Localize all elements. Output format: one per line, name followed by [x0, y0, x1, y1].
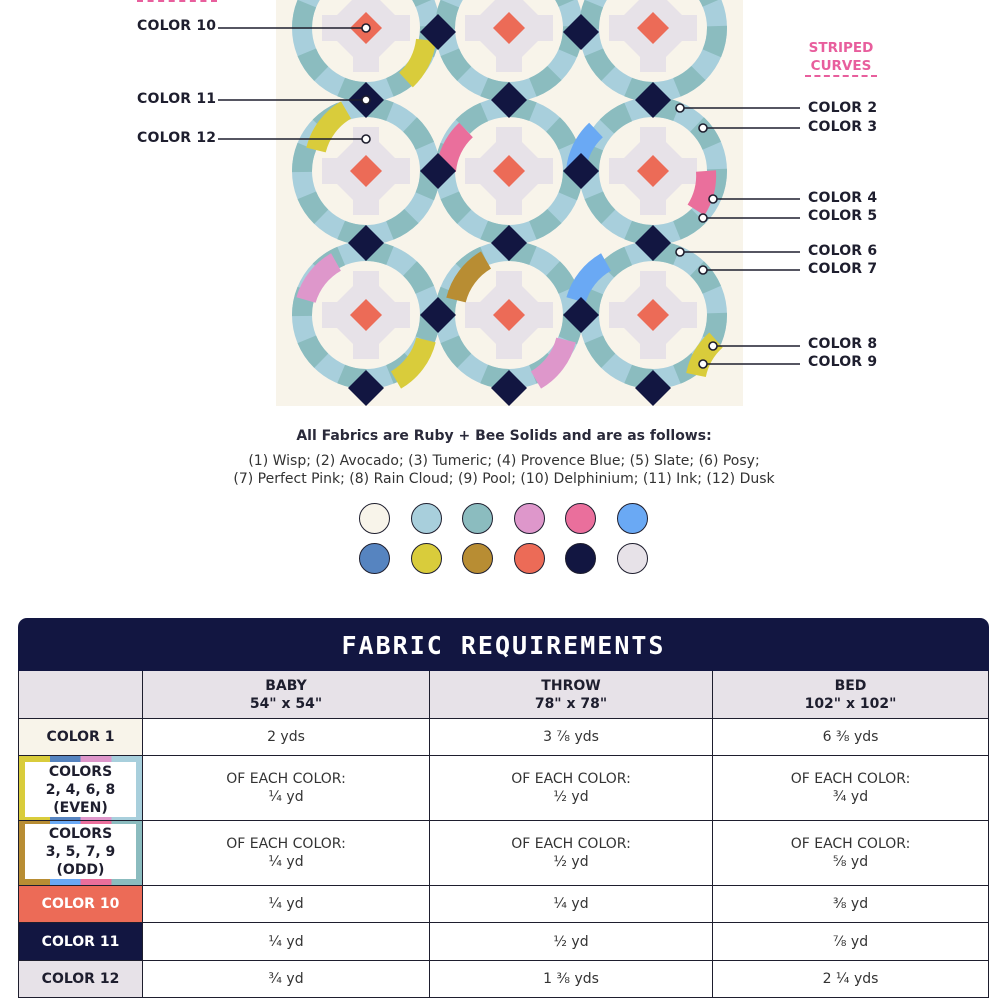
- table-header-throw: [430, 671, 713, 719]
- color-swatch: [617, 503, 648, 534]
- color-swatch: [565, 543, 596, 574]
- row-label-line: (EVEN): [53, 799, 108, 816]
- table-title: FABRIC REQUIREMENTS: [18, 618, 989, 671]
- column-name: THROW: [541, 677, 601, 694]
- row-label-color-12: COLOR 12: [18, 961, 143, 998]
- row-label-colors-even: [18, 756, 143, 821]
- cell-value: ½ yd: [553, 789, 589, 805]
- column-name: BED: [834, 677, 867, 694]
- color-swatch: [514, 543, 545, 574]
- color-swatch: [359, 543, 390, 574]
- column-name: BABY: [265, 677, 307, 694]
- callout-color-4: COLOR 4: [808, 190, 878, 206]
- row-label-line: COLORS: [48, 763, 113, 780]
- callout-color-11: COLOR 11: [137, 91, 217, 107]
- table-cell: [430, 756, 713, 821]
- top-dashed-rule: [137, 0, 217, 2]
- column-size: 102" x 102": [804, 695, 897, 712]
- row-label-line: 2, 4, 6, 8: [45, 781, 116, 798]
- table-header-empty: [18, 671, 143, 719]
- striped-curves-rule: [805, 75, 877, 77]
- column-size: 54" x 54": [249, 695, 323, 712]
- table-cell: 1 ⅜ yds: [430, 961, 713, 998]
- cell-prefix: OF EACH COLOR:: [511, 771, 631, 787]
- cell-prefix: OF EACH COLOR:: [790, 836, 911, 852]
- color-swatch: [359, 503, 390, 534]
- table-cell: ¼ yd: [430, 886, 713, 923]
- color-swatch: [514, 503, 545, 534]
- color-swatch: [411, 543, 442, 574]
- table-cell: [713, 756, 989, 821]
- row-label-color-10: COLOR 10: [18, 886, 143, 923]
- color-swatch: [411, 503, 442, 534]
- color-swatch: [462, 543, 493, 574]
- table-cell: ¼ yd: [143, 923, 430, 961]
- callout-color-9: COLOR 9: [808, 354, 878, 370]
- callout-color-3: COLOR 3: [808, 119, 878, 135]
- table-cell: ½ yd: [430, 923, 713, 961]
- table-cell: [143, 756, 430, 821]
- callout-color-7: COLOR 7: [808, 261, 878, 277]
- cell-prefix: OF EACH COLOR:: [790, 771, 911, 787]
- table-cell: [430, 821, 713, 886]
- callout-color-12: COLOR 12: [137, 130, 217, 146]
- cell-value: ¾ yd: [832, 789, 869, 805]
- color-swatch: [462, 503, 493, 534]
- row-label-color-11: COLOR 11: [18, 923, 143, 961]
- cell-value: ¼ yd: [268, 789, 304, 805]
- cell-value: ⅝ yd: [832, 854, 869, 870]
- table-header-baby: [143, 671, 430, 719]
- callout-color-2: COLOR 2: [808, 100, 878, 116]
- callout-color-8: COLOR 8: [808, 336, 878, 352]
- table-header-bed: [713, 671, 989, 719]
- fabrics-list: [0, 452, 1000, 488]
- table-cell: ¾ yd: [143, 961, 430, 998]
- table-cell: ⅜ yd: [713, 886, 989, 923]
- color-swatch: [617, 543, 648, 574]
- cell-prefix: OF EACH COLOR:: [226, 771, 346, 787]
- table-cell: 2 ¼ yds: [713, 961, 989, 998]
- fabric-requirements-table: [18, 618, 989, 1000]
- fabrics-line-2: (7) Perfect Pink; (8) Rain Cloud; (9) Pool; (10) Delphinium; (11) Ink; (12) Dusk: [233, 471, 775, 487]
- table-cell: 3 ⅞ yds: [430, 719, 713, 756]
- callout-color-5: COLOR 5: [808, 208, 878, 224]
- row-label-colors-odd: [18, 821, 143, 886]
- table-cell: 6 ⅜ yds: [713, 719, 989, 756]
- cell-value: ¼ yd: [268, 854, 304, 870]
- cell-prefix: OF EACH COLOR:: [226, 836, 346, 852]
- callout-color-10: COLOR 10: [137, 18, 217, 34]
- cell-prefix: OF EACH COLOR:: [511, 836, 631, 852]
- table-cell: ¼ yd: [143, 886, 430, 923]
- table-cell: ⅞ yd: [713, 923, 989, 961]
- callout-color-6: COLOR 6: [808, 243, 878, 259]
- fabrics-line-1: (1) Wisp; (2) Avocado; (3) Tumeric; (4) Provence Blue; (5) Slate; (6) Posy;: [248, 453, 760, 469]
- color-swatch: [565, 503, 596, 534]
- table-cell: [713, 821, 989, 886]
- row-label-line: COLORS: [48, 825, 113, 842]
- fabrics-title: All Fabrics are Ruby + Bee Solids and are as follows:: [296, 428, 712, 444]
- cell-value: ½ yd: [553, 854, 589, 870]
- row-label-color-1: COLOR 1: [18, 719, 143, 756]
- table-cell: 2 yds: [143, 719, 430, 756]
- striped-curves-label: STRIPED CURVES: [808, 40, 874, 74]
- column-size: 78" x 78": [534, 695, 608, 712]
- row-label-line: (ODD): [56, 861, 105, 878]
- row-label-line: 3, 5, 7, 9: [45, 843, 116, 860]
- table-cell: [143, 821, 430, 886]
